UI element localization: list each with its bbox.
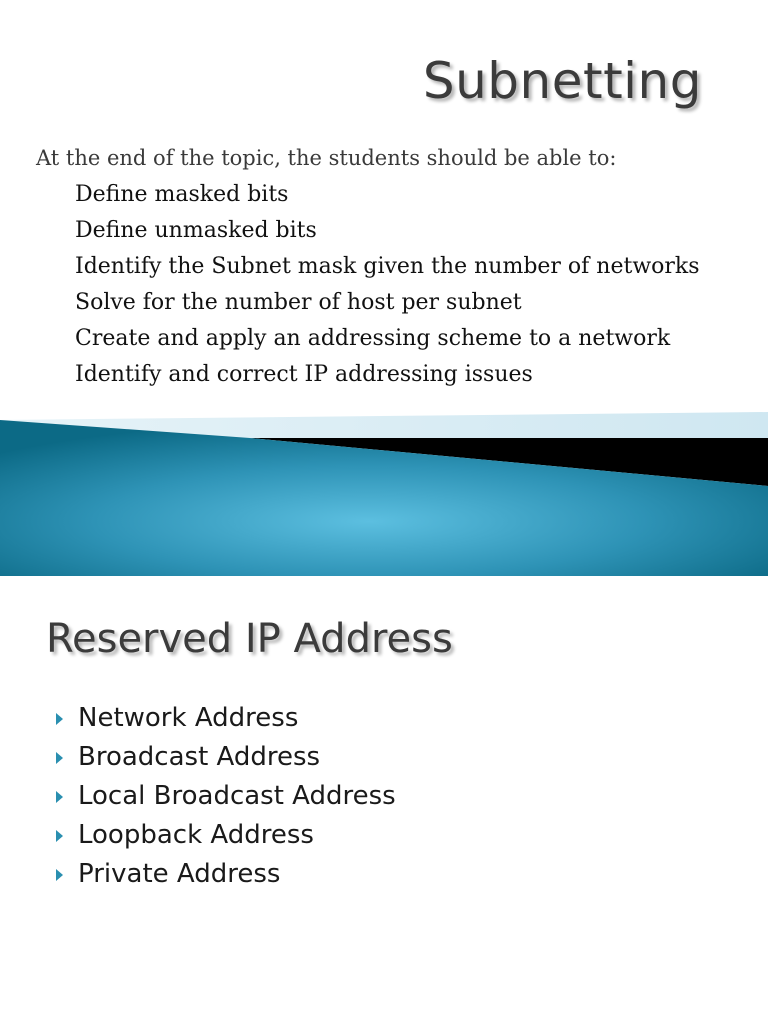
address-list: [52, 700, 396, 895]
list-item-label: Network Address: [78, 703, 299, 733]
objective-item: Define unmasked bits: [75, 218, 317, 243]
objective-item: Identify the Subnet mask given the number of networks: [75, 254, 700, 279]
objective-item: Define masked bits: [75, 182, 289, 207]
list-item: [52, 739, 396, 778]
intro-text: At the end of the topic, the students should be able to:: [36, 146, 617, 170]
objective-item: Identify and correct IP addressing issues: [75, 362, 533, 387]
triangle-right-icon: [56, 791, 63, 803]
slide-reserved-ip: [0, 576, 768, 1024]
list-item-label: Private Address: [78, 859, 281, 889]
list-item-label: Broadcast Address: [78, 742, 321, 772]
list-item-label: Local Broadcast Address: [78, 781, 396, 811]
triangle-right-icon: [56, 830, 63, 842]
triangle-right-icon: [56, 869, 63, 881]
objectives-list: [75, 180, 755, 396]
decorative-band: [0, 412, 768, 576]
triangle-right-icon: [56, 752, 63, 764]
list-item: [52, 817, 396, 856]
list-item: [52, 856, 396, 895]
slide-title: Subnetting: [422, 52, 702, 110]
triangle-right-icon: [56, 713, 63, 725]
list-item-label: Loopback Address: [78, 820, 314, 850]
slide-title: Reserved IP Address: [46, 616, 453, 662]
objective-item: Create and apply an addressing scheme to a network: [75, 326, 671, 351]
list-item: [52, 778, 396, 817]
list-item: [52, 700, 396, 739]
objective-item: Solve for the number of host per subnet: [75, 290, 522, 315]
